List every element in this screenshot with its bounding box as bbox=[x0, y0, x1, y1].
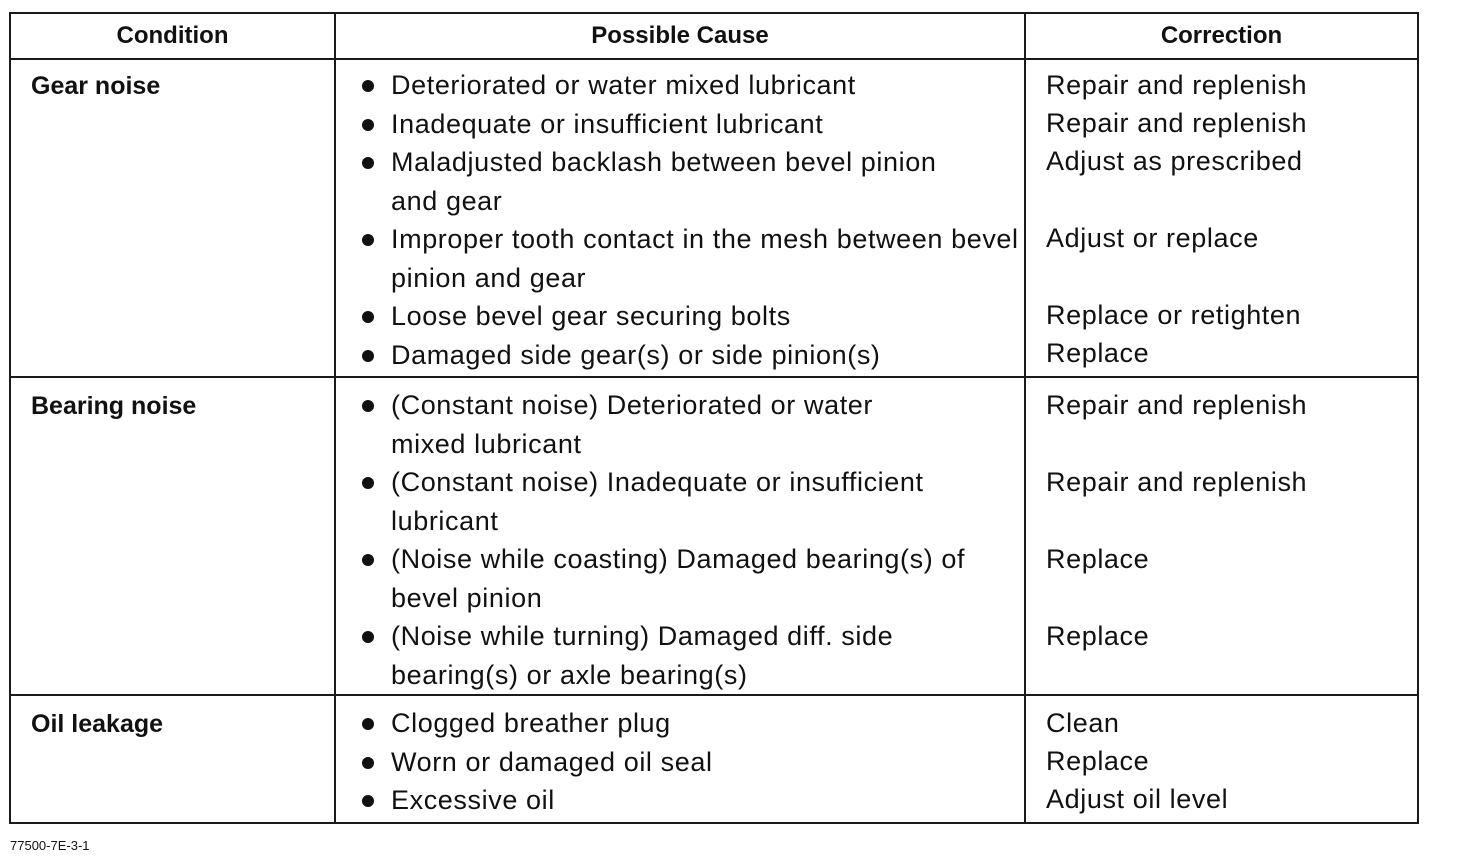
correction-item: Repair and replenish bbox=[1046, 70, 1308, 100]
correction-item: Repair and replenish bbox=[1046, 390, 1308, 420]
cause-list-gear-noise bbox=[356, 66, 1026, 374]
correction-item: Replace bbox=[1046, 338, 1150, 368]
header-condition: Condition bbox=[116, 22, 229, 49]
cause-text: Damaged side gear(s) or side pinion(s) bbox=[391, 339, 881, 370]
cause-text: Clogged breather plug bbox=[391, 708, 671, 738]
bullet-icon bbox=[362, 350, 374, 362]
correction-item: Replace bbox=[1046, 544, 1150, 574]
cause-text: Improper tooth contact in the mesh between bevel pinion and gear bbox=[391, 224, 1019, 293]
list-item bbox=[356, 463, 1021, 540]
correction-item: Clean bbox=[1046, 708, 1120, 738]
bullet-icon bbox=[362, 119, 374, 131]
cause-text: (Noise while coasting) Damaged bearing(s) of bevel pinion bbox=[391, 544, 966, 613]
condition-bearing-noise: Bearing noise bbox=[31, 392, 197, 420]
row-divider bbox=[11, 694, 1417, 696]
condition-gear-noise: Gear noise bbox=[31, 72, 161, 100]
cause-text: Loose bevel gear securing bolts bbox=[391, 301, 791, 331]
correction-item: Replace bbox=[1046, 746, 1150, 776]
cause-text: (Constant noise) Inadequate or insufficient lubricant bbox=[391, 467, 924, 536]
bullet-icon bbox=[362, 718, 374, 730]
bullet-icon bbox=[362, 400, 374, 412]
bullet-icon bbox=[362, 157, 374, 169]
list-item bbox=[356, 781, 1026, 820]
cause-text: (Constant noise) Deteriorated or water mixed lubricant bbox=[391, 390, 874, 459]
correction-item: Adjust as prescribed bbox=[1046, 146, 1303, 176]
cause-text: Inadequate or insufficient lubricant bbox=[391, 108, 824, 139]
bullet-icon bbox=[362, 631, 374, 643]
bullet-icon bbox=[362, 757, 374, 769]
cause-text: Excessive oil bbox=[391, 785, 555, 815]
list-item bbox=[356, 336, 1026, 375]
correction-item: Adjust or replace bbox=[1046, 223, 1259, 253]
bullet-icon bbox=[362, 311, 374, 323]
header-correction: Correction bbox=[1160, 22, 1283, 49]
list-item bbox=[356, 617, 991, 694]
condition-oil-leakage: Oil leakage bbox=[31, 710, 164, 738]
correction-item: Replace or retighten bbox=[1046, 300, 1302, 330]
row-divider bbox=[11, 376, 1417, 378]
list-item bbox=[356, 297, 1026, 336]
list-item bbox=[356, 704, 1026, 743]
cause-text: Deteriorated or water mixed lubricant bbox=[391, 70, 856, 100]
list-item bbox=[356, 743, 1026, 782]
header-divider bbox=[11, 58, 1417, 60]
figure-code: 77500-7E-3-1 bbox=[10, 838, 90, 853]
correction-item: Replace bbox=[1046, 621, 1150, 651]
list-item bbox=[356, 105, 1026, 144]
bullet-icon bbox=[362, 477, 374, 489]
list-item bbox=[356, 143, 951, 220]
troubleshooting-table bbox=[9, 12, 1419, 824]
list-item bbox=[356, 540, 1031, 617]
cause-list-oil-leakage bbox=[356, 704, 1026, 820]
bullet-icon bbox=[362, 80, 374, 92]
correction-item: Repair and replenish bbox=[1046, 467, 1308, 497]
cause-text: Maladjusted backlash between bevel pinion and gear bbox=[391, 147, 937, 216]
column-divider bbox=[334, 14, 336, 822]
header-possible-cause: Possible Cause bbox=[591, 22, 769, 49]
cause-text: (Noise while turning) Damaged diff. side bearing(s) or axle bearing(s) bbox=[391, 621, 894, 690]
correction-item: Repair and replenish bbox=[1046, 108, 1308, 138]
list-item bbox=[356, 220, 1026, 297]
correction-item: Adjust oil level bbox=[1046, 784, 1229, 814]
bullet-icon bbox=[362, 234, 374, 246]
cause-text: Worn or damaged oil seal bbox=[391, 746, 713, 777]
bullet-icon bbox=[362, 795, 374, 807]
bullet-icon bbox=[362, 554, 374, 566]
list-item bbox=[356, 66, 1026, 105]
list-item bbox=[356, 386, 951, 463]
cause-list-bearing-noise bbox=[356, 386, 1026, 694]
